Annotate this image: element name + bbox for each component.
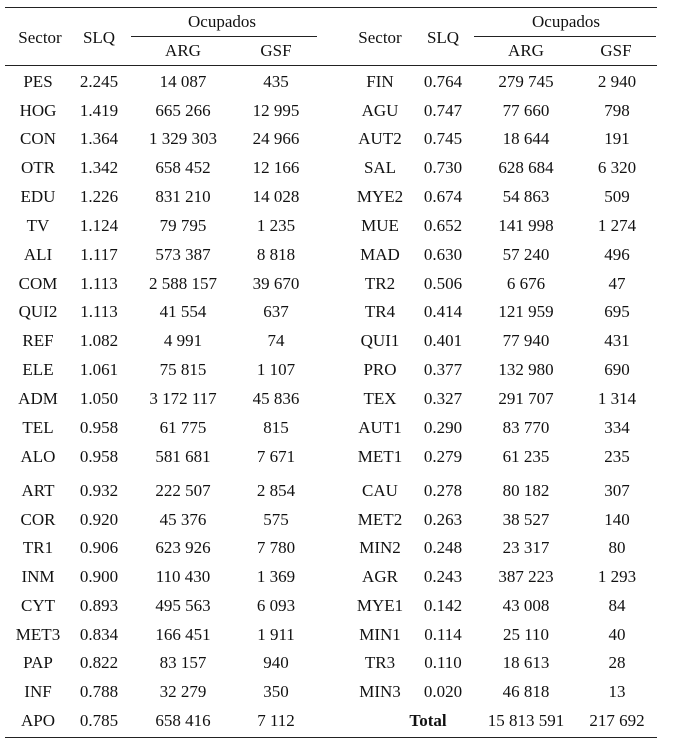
left-row-4-sector: OTR <box>21 158 55 177</box>
left-row-8-gsf: 39 670 <box>252 274 300 293</box>
right-row-11-sector: PRO <box>363 360 397 379</box>
right-row-13-slq: 0.290 <box>423 418 463 437</box>
left-row-14-arg: 581 681 <box>155 447 211 466</box>
right-row-4-arg: 628 684 <box>498 158 554 177</box>
left-row-18-arg: 110 430 <box>155 567 211 586</box>
left-row-6-slq: 1.124 <box>79 216 119 235</box>
right-row-20-arg: 25 110 <box>502 625 550 644</box>
right-row-21-slq: 0.110 <box>424 653 462 672</box>
right-row-18-sector: AGR <box>362 567 398 586</box>
right-row-3-gsf: 191 <box>604 129 630 148</box>
right-row-8-arg: 6 676 <box>506 274 546 293</box>
right-row-14-slq: 0.279 <box>423 447 463 466</box>
header-arg-left: ARG <box>165 41 201 60</box>
left-row-12-slq: 1.050 <box>79 389 119 408</box>
left-row-2-sector: HOG <box>19 101 57 120</box>
left-row-17-arg: 623 926 <box>155 538 211 557</box>
right-row-17-gsf: 80 <box>608 538 626 557</box>
left-row-14-slq: 0.958 <box>79 447 119 466</box>
right-row-4-slq: 0.730 <box>423 158 463 177</box>
right-row-5-gsf: 509 <box>604 187 630 206</box>
right-row-14-gsf: 235 <box>604 447 630 466</box>
left-row-22-slq: 0.788 <box>79 682 119 701</box>
left-row-17-sector: TR1 <box>22 538 54 557</box>
left-row-2-arg: 665 266 <box>155 101 211 120</box>
right-row-6-gsf: 1 274 <box>597 216 637 235</box>
header-gsf-right: GSF <box>600 41 632 60</box>
right-row-4-gsf: 6 320 <box>597 158 637 177</box>
left-row-18-slq: 0.900 <box>79 567 119 586</box>
right-row-3-arg: 18 644 <box>502 129 550 148</box>
left-row-20-slq: 0.834 <box>79 625 119 644</box>
right-row-19-arg: 43 008 <box>502 596 550 615</box>
left-row-16-slq: 0.920 <box>79 510 119 529</box>
left-row-9-gsf: 637 <box>263 302 289 321</box>
left-row-4-gsf: 12 166 <box>252 158 300 177</box>
left-row-18-gsf: 1 369 <box>256 567 296 586</box>
left-row-8-arg: 2 588 157 <box>149 274 217 293</box>
right-row-19-slq: 0.142 <box>423 596 463 615</box>
right-row-1-gsf: 2 940 <box>597 72 637 91</box>
ocupados-rule-left <box>131 36 317 37</box>
left-row-13-sector: TEL <box>22 418 54 437</box>
right-row-1-arg: 279 745 <box>498 72 554 91</box>
right-row-4-sector: SAL <box>363 158 397 177</box>
right-row-5-sector: MYE2 <box>356 187 404 206</box>
right-row-18-arg: 387 223 <box>498 567 554 586</box>
right-row-7-gsf: 496 <box>604 245 630 264</box>
left-row-21-slq: 0.822 <box>79 653 119 672</box>
left-row-5-arg: 831 210 <box>155 187 211 206</box>
right-row-20-sector: MIN1 <box>359 625 401 644</box>
right-row-8-sector: TR2 <box>364 274 396 293</box>
right-row-14-arg: 61 235 <box>502 447 550 466</box>
right-row-21-gsf: 28 <box>608 653 626 672</box>
left-row-18-sector: INM <box>21 567 55 586</box>
right-row-15-gsf: 307 <box>604 481 630 500</box>
right-row-20-gsf: 40 <box>608 625 626 644</box>
right-row-11-gsf: 690 <box>604 360 630 379</box>
right-row-21-sector: TR3 <box>364 653 396 672</box>
left-row-23-sector: APO <box>20 711 56 730</box>
right-row-12-arg: 291 707 <box>498 389 554 408</box>
right-row-13-sector: AUT1 <box>358 418 402 437</box>
left-row-23-gsf: 7 112 <box>257 711 295 730</box>
left-row-17-slq: 0.906 <box>79 538 119 557</box>
left-row-16-gsf: 575 <box>263 510 289 529</box>
left-row-1-sector: PES <box>23 72 53 91</box>
right-row-14-sector: MET1 <box>357 447 403 466</box>
header-sector-left: Sector <box>18 28 62 47</box>
right-row-16-sector: MET2 <box>357 510 403 529</box>
right-row-17-arg: 23 317 <box>502 538 550 557</box>
left-row-7-gsf: 8 818 <box>256 245 296 264</box>
right-row-10-sector: QUI1 <box>360 331 400 350</box>
total-label: Total <box>409 711 447 730</box>
left-row-1-gsf: 435 <box>263 72 289 91</box>
right-row-16-gsf: 140 <box>604 510 630 529</box>
right-row-22-gsf: 13 <box>608 682 626 701</box>
left-row-12-gsf: 45 836 <box>252 389 300 408</box>
right-row-2-arg: 77 660 <box>502 101 550 120</box>
right-row-1-sector: FIN <box>366 72 394 91</box>
right-row-9-sector: TR4 <box>364 302 396 321</box>
left-row-3-sector: CON <box>20 129 56 148</box>
left-row-2-slq: 1.419 <box>79 101 119 120</box>
right-row-17-sector: MIN2 <box>359 538 401 557</box>
right-row-7-sector: MAD <box>360 245 400 264</box>
left-row-1-arg: 14 087 <box>159 72 207 91</box>
right-row-9-gsf: 695 <box>604 302 630 321</box>
right-row-11-arg: 132 980 <box>498 360 554 379</box>
right-row-16-arg: 38 527 <box>502 510 550 529</box>
right-row-9-arg: 121 959 <box>498 302 554 321</box>
right-row-12-gsf: 1 314 <box>597 389 637 408</box>
top-rule <box>5 7 657 8</box>
left-row-10-sector: REF <box>22 331 54 350</box>
left-row-5-slq: 1.226 <box>79 187 119 206</box>
left-row-13-arg: 61 775 <box>159 418 207 437</box>
left-row-3-gsf: 24 966 <box>252 129 300 148</box>
right-row-12-sector: TEX <box>363 389 397 408</box>
right-row-2-sector: AGU <box>361 101 399 120</box>
left-row-16-arg: 45 376 <box>159 510 207 529</box>
right-row-8-slq: 0.506 <box>423 274 463 293</box>
bottom-rule <box>5 737 657 738</box>
left-row-12-arg: 3 172 117 <box>149 389 217 408</box>
right-row-10-gsf: 431 <box>604 331 630 350</box>
header-arg-right: ARG <box>508 41 544 60</box>
right-row-17-slq: 0.248 <box>423 538 463 557</box>
left-row-2-gsf: 12 995 <box>252 101 300 120</box>
right-row-9-slq: 0.414 <box>423 302 463 321</box>
left-row-20-arg: 166 451 <box>155 625 211 644</box>
left-row-3-slq: 1.364 <box>79 129 119 148</box>
right-row-1-slq: 0.764 <box>423 72 463 91</box>
left-row-9-sector: QUI2 <box>18 302 58 321</box>
right-row-6-arg: 141 998 <box>498 216 554 235</box>
left-row-9-arg: 41 554 <box>159 302 207 321</box>
left-row-11-sector: ELE <box>22 360 54 379</box>
right-row-10-arg: 77 940 <box>502 331 550 350</box>
left-row-22-arg: 32 279 <box>159 682 207 701</box>
left-row-9-slq: 1.113 <box>80 302 118 321</box>
left-row-22-sector: INF <box>24 682 52 701</box>
header-slq-left: SLQ <box>82 28 116 47</box>
ocupados-rule-right <box>474 36 656 37</box>
right-row-5-arg: 54 863 <box>502 187 550 206</box>
header-bottom-rule <box>5 65 657 66</box>
left-row-6-sector: TV <box>26 216 50 235</box>
left-row-11-gsf: 1 107 <box>256 360 296 379</box>
left-row-15-gsf: 2 854 <box>256 481 296 500</box>
right-row-19-gsf: 84 <box>608 596 626 615</box>
left-row-10-gsf: 74 <box>267 331 285 350</box>
right-row-2-gsf: 798 <box>604 101 630 120</box>
right-row-6-slq: 0.652 <box>423 216 463 235</box>
left-row-10-arg: 4 991 <box>163 331 203 350</box>
left-row-4-arg: 658 452 <box>155 158 211 177</box>
right-row-15-sector: CAU <box>362 481 398 500</box>
left-row-14-sector: ALO <box>20 447 56 466</box>
left-row-7-slq: 1.117 <box>80 245 118 264</box>
right-row-19-sector: MYE1 <box>356 596 404 615</box>
right-row-18-slq: 0.243 <box>423 567 463 586</box>
header-gsf-left: GSF <box>260 41 292 60</box>
right-row-15-arg: 80 182 <box>502 481 550 500</box>
left-row-17-gsf: 7 780 <box>256 538 296 557</box>
left-row-10-slq: 1.082 <box>79 331 119 350</box>
right-row-3-sector: AUT2 <box>358 129 402 148</box>
header-sector-right: Sector <box>358 28 402 47</box>
left-row-8-sector: COM <box>18 274 58 293</box>
left-row-23-slq: 0.785 <box>79 711 119 730</box>
left-row-19-slq: 0.893 <box>79 596 119 615</box>
right-row-22-arg: 46 818 <box>502 682 550 701</box>
left-row-23-arg: 658 416 <box>155 711 211 730</box>
left-row-16-sector: COR <box>20 510 56 529</box>
total-gsf: 217 692 <box>589 711 645 730</box>
right-row-6-sector: MUE <box>361 216 399 235</box>
left-row-20-gsf: 1 911 <box>257 625 295 644</box>
right-row-22-slq: 0.020 <box>423 682 463 701</box>
left-row-11-arg: 75 815 <box>159 360 207 379</box>
header-ocupados-right: Ocupados <box>532 12 600 31</box>
left-row-13-slq: 0.958 <box>79 418 119 437</box>
left-row-14-gsf: 7 671 <box>256 447 296 466</box>
right-row-7-arg: 57 240 <box>502 245 550 264</box>
left-row-7-arg: 573 387 <box>155 245 211 264</box>
left-row-3-arg: 1 329 303 <box>149 129 217 148</box>
left-row-8-slq: 1.113 <box>80 274 118 293</box>
left-row-19-sector: CYT <box>21 596 55 615</box>
left-row-22-gsf: 350 <box>263 682 289 701</box>
left-row-13-gsf: 815 <box>263 418 289 437</box>
left-row-19-gsf: 6 093 <box>256 596 296 615</box>
left-row-15-arg: 222 507 <box>155 481 211 500</box>
right-row-22-sector: MIN3 <box>359 682 401 701</box>
right-row-10-slq: 0.401 <box>423 331 463 350</box>
left-row-6-gsf: 1 235 <box>256 216 296 235</box>
right-row-13-gsf: 334 <box>604 418 630 437</box>
left-row-12-sector: ADM <box>18 389 58 408</box>
right-row-8-gsf: 47 <box>608 274 626 293</box>
right-row-12-slq: 0.327 <box>423 389 463 408</box>
right-row-15-slq: 0.278 <box>423 481 463 500</box>
left-row-21-arg: 83 157 <box>159 653 207 672</box>
left-row-5-gsf: 14 028 <box>252 187 300 206</box>
right-row-13-arg: 83 770 <box>502 418 550 437</box>
left-row-6-arg: 79 795 <box>159 216 207 235</box>
right-row-20-slq: 0.114 <box>424 625 462 644</box>
total-arg: 15 813 591 <box>487 711 565 730</box>
right-row-11-slq: 0.377 <box>423 360 463 379</box>
left-row-4-slq: 1.342 <box>79 158 119 177</box>
left-row-15-sector: ART <box>21 481 55 500</box>
right-row-7-slq: 0.630 <box>423 245 463 264</box>
right-row-5-slq: 0.674 <box>423 187 463 206</box>
left-row-20-sector: MET3 <box>15 625 61 644</box>
left-row-7-sector: ALI <box>23 245 53 264</box>
right-row-3-slq: 0.745 <box>423 129 463 148</box>
left-row-21-sector: PAP <box>23 653 53 672</box>
right-row-21-arg: 18 613 <box>502 653 550 672</box>
right-row-16-slq: 0.263 <box>423 510 463 529</box>
right-row-18-gsf: 1 293 <box>597 567 637 586</box>
right-row-2-slq: 0.747 <box>423 101 463 120</box>
left-row-15-slq: 0.932 <box>79 481 119 500</box>
header-ocupados-left: Ocupados <box>188 12 256 31</box>
left-row-11-slq: 1.061 <box>79 360 119 379</box>
left-row-19-arg: 495 563 <box>155 596 211 615</box>
left-row-21-gsf: 940 <box>263 653 289 672</box>
left-row-1-slq: 2.245 <box>79 72 119 91</box>
header-slq-right: SLQ <box>426 28 460 47</box>
left-row-5-sector: EDU <box>20 187 56 206</box>
